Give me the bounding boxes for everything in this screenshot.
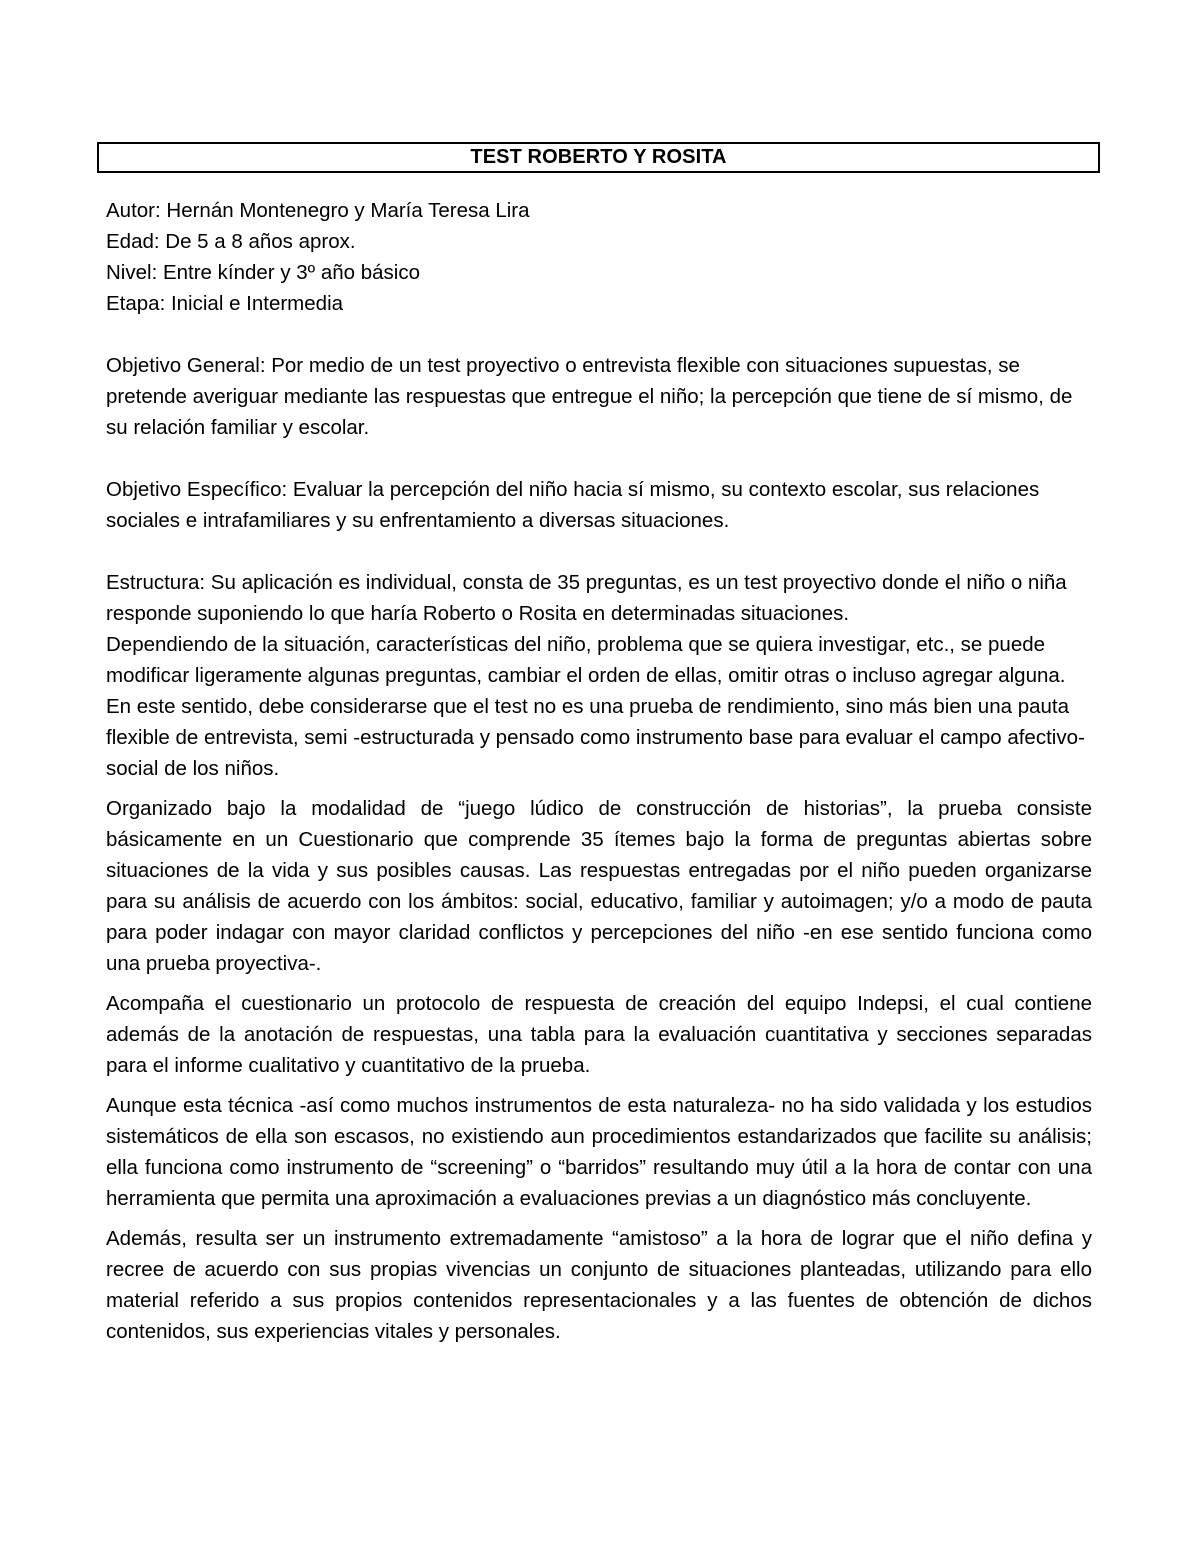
paragraph-objetivo-general: Objetivo General: Por medio de un test proyectivo o entrevista flexible con situaciones supuestas, se pretende averiguar mediante las respuestas que entregue el niño; la percepción que tiene de sí mismo, de su relación familiar y escolar. <box>106 354 1073 439</box>
paragraph-estructura-continued: Dependiendo de la situación, características del niño, problema que se quiera investigar, etc., se puede modificar ligeramente algunas preguntas, cambiar el orden de ellas, omitir otras o incluso agregar alguna. En este sentido, debe considerarse que el test no es una prueba de rendimiento, sino más bien una pauta flexible de entrevista, semi -estructurada y pensado como instrumento base para evaluar el campo afectivo-social de los niños. <box>106 633 1085 780</box>
paragraph-estructura: Estructura: Su aplicación es individual, consta de 35 preguntas, es un test proyectivo donde el niño o niña responde suponiendo lo que haría Roberto o Rosita en determinadas situaciones. <box>106 571 1067 625</box>
meta-etapa: Etapa: Inicial e Intermedia <box>106 292 344 315</box>
meta-edad: Edad: De 5 a 8 años aprox. <box>106 230 356 253</box>
paragraph-organizado: Organizado bajo la modalidad de “juego lúdico de construcción de historias”, la prueba consiste básicamente en un Cuestionario que comprende 35 ítemes bajo la forma de preguntas abiertas sobre situaciones de la vida y sus posibles causas. Las respuestas entregadas por el niño pueden organizarse para su análisis de acuerdo con los ámbitos: social, educativo, familiar y autoimagen; y/o a modo de pauta para poder indagar con mayor claridad conflictos y percepciones del niño -en ese sentido funciona como una prueba proyectiva-. <box>106 797 1092 975</box>
document-title: TEST ROBERTO Y ROSITA <box>470 146 727 168</box>
title-box <box>97 142 1100 173</box>
paragraph-aunque: Aunque esta técnica -así como muchos instrumentos de esta naturaleza- no ha sido validada y los estudios sistemáticos de ella son escasos, no existiendo aun procedimientos estandarizados que facilite su análisis; ella funciona como instrumento de “screening” o “barridos” resultando muy útil a la hora de contar con una herramienta que permita una aproximación a evaluaciones previas a un diagnóstico más concluyente. <box>106 1094 1092 1210</box>
meta-nivel: Nivel: Entre kínder y 3º año básico <box>106 261 421 284</box>
meta-autor: Autor: Hernán Montenegro y María Teresa Lira <box>106 199 530 222</box>
paragraph-objetivo-especifico: Objetivo Específico: Evaluar la percepción del niño hacia sí mismo, su contexto escolar, sus relaciones sociales e intrafamiliares y su enfrentamiento a diversas situaciones. <box>106 478 1040 532</box>
paragraph-ademas: Además, resulta ser un instrumento extremadamente “amistoso” a la hora de lograr que el niño defina y recree de acuerdo con sus propias vivencias un conjunto de situaciones planteadas, utilizando para ello material referido a sus propios contenidos representacionales y a las fuentes de obtención de dichos contenidos, sus experiencias vitales y personales. <box>106 1227 1092 1343</box>
paragraph-acompana: Acompaña el cuestionario un protocolo de respuesta de creación del equipo Indepsi, el cual contiene además de la anotación de respuestas, una tabla para la evaluación cuantitativa y secciones separadas para el informe cualitativo y cuantitativo de la prueba. <box>106 992 1092 1077</box>
document-body <box>106 195 1092 1347</box>
